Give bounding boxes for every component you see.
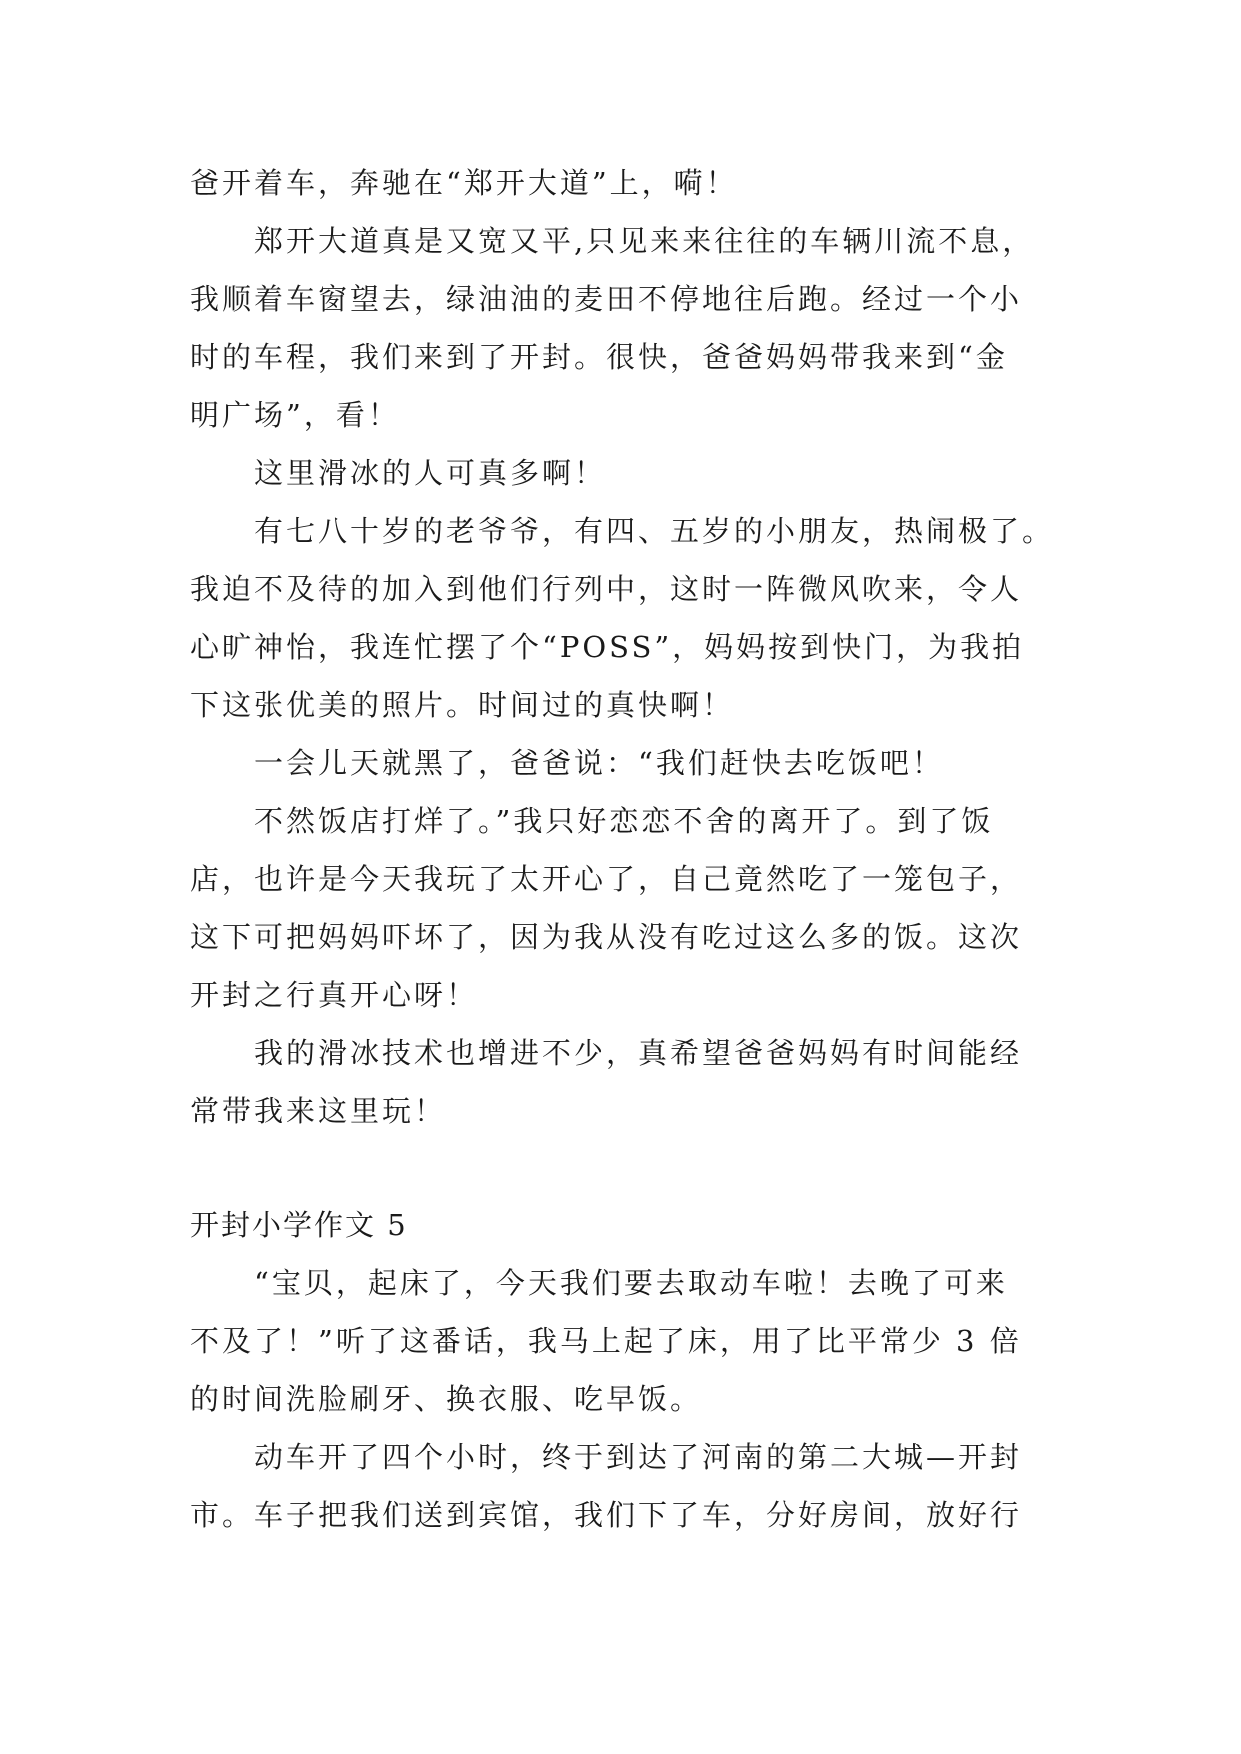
text-line: 的时间洗脸刷牙、换衣服、吃早饭。 bbox=[190, 1382, 703, 1416]
text-line: 时的车程，我们来到了开封。很快，爸爸妈妈带我来到“金 bbox=[190, 340, 1008, 374]
paragraph-start-line: 这里滑冰的人可真多啊！ bbox=[254, 456, 607, 490]
paragraph-start-line: “宝贝，起床了，今天我们要去取动车啦！去晚了可来 bbox=[254, 1266, 1008, 1300]
paragraph-start-line: 动车开了四个小时，终于到达了河南的第二大城—开封 bbox=[254, 1440, 1023, 1474]
paragraph-start-line: 一会儿天就黑了，爸爸说：“我们赶快去吃饭吧！ bbox=[254, 746, 944, 780]
text-line: 不及了！”听了这番话，我马上起了床，用了比平常少 3 倍 bbox=[190, 1324, 1022, 1358]
text-line: 我顺着车窗望去，绿油油的麦田不停地往后跑。经过一个小 bbox=[190, 282, 1023, 316]
text-line: 下这张优美的照片。时间过的真快啊！ bbox=[190, 688, 735, 722]
text-line: 开封之行真开心呀！ bbox=[190, 978, 479, 1012]
text-line: 我迫不及待的加入到他们行列中，这时一阵微风吹来，令人 bbox=[190, 572, 1023, 606]
paragraph-start-line: 不然饭店打烊了。”我只好恋恋不舍的离开了。到了饭 bbox=[254, 804, 994, 838]
text-line: 爸开着车，奔驰在“郑开大道”上，嗬！ bbox=[190, 166, 738, 200]
text-line: 心旷神怡，我连忙摆了个“POSS”，妈妈按到快门，为我拍 bbox=[190, 630, 1025, 664]
text-line: 店，也许是今天我玩了太开心了，自己竟然吃了一笼包子， bbox=[190, 862, 1023, 896]
paragraph-start-line: 有七八十岁的老爷爷，有四、五岁的小朋友，热闹极了。 bbox=[254, 514, 1055, 548]
text-line: 这下可把妈妈吓坏了，因为我从没有吃过这么多的饭。这次 bbox=[190, 920, 1023, 954]
paragraph-start-line: 我的滑冰技术也增进不少，真希望爸爸妈妈有时间能经 bbox=[254, 1036, 1023, 1070]
text-line: 明广场”，看！ bbox=[190, 398, 400, 432]
text-line: 常带我来这里玩！ bbox=[190, 1094, 447, 1128]
section-heading: 开封小学作文 5 bbox=[190, 1208, 408, 1242]
text-line: 市。车子把我们送到宾馆，我们下了车，分好房间，放好行 bbox=[190, 1498, 1023, 1532]
paragraph-start-line: 郑开大道真是又宽又平,只见来来往往的车辆川流不息， bbox=[254, 224, 1035, 258]
